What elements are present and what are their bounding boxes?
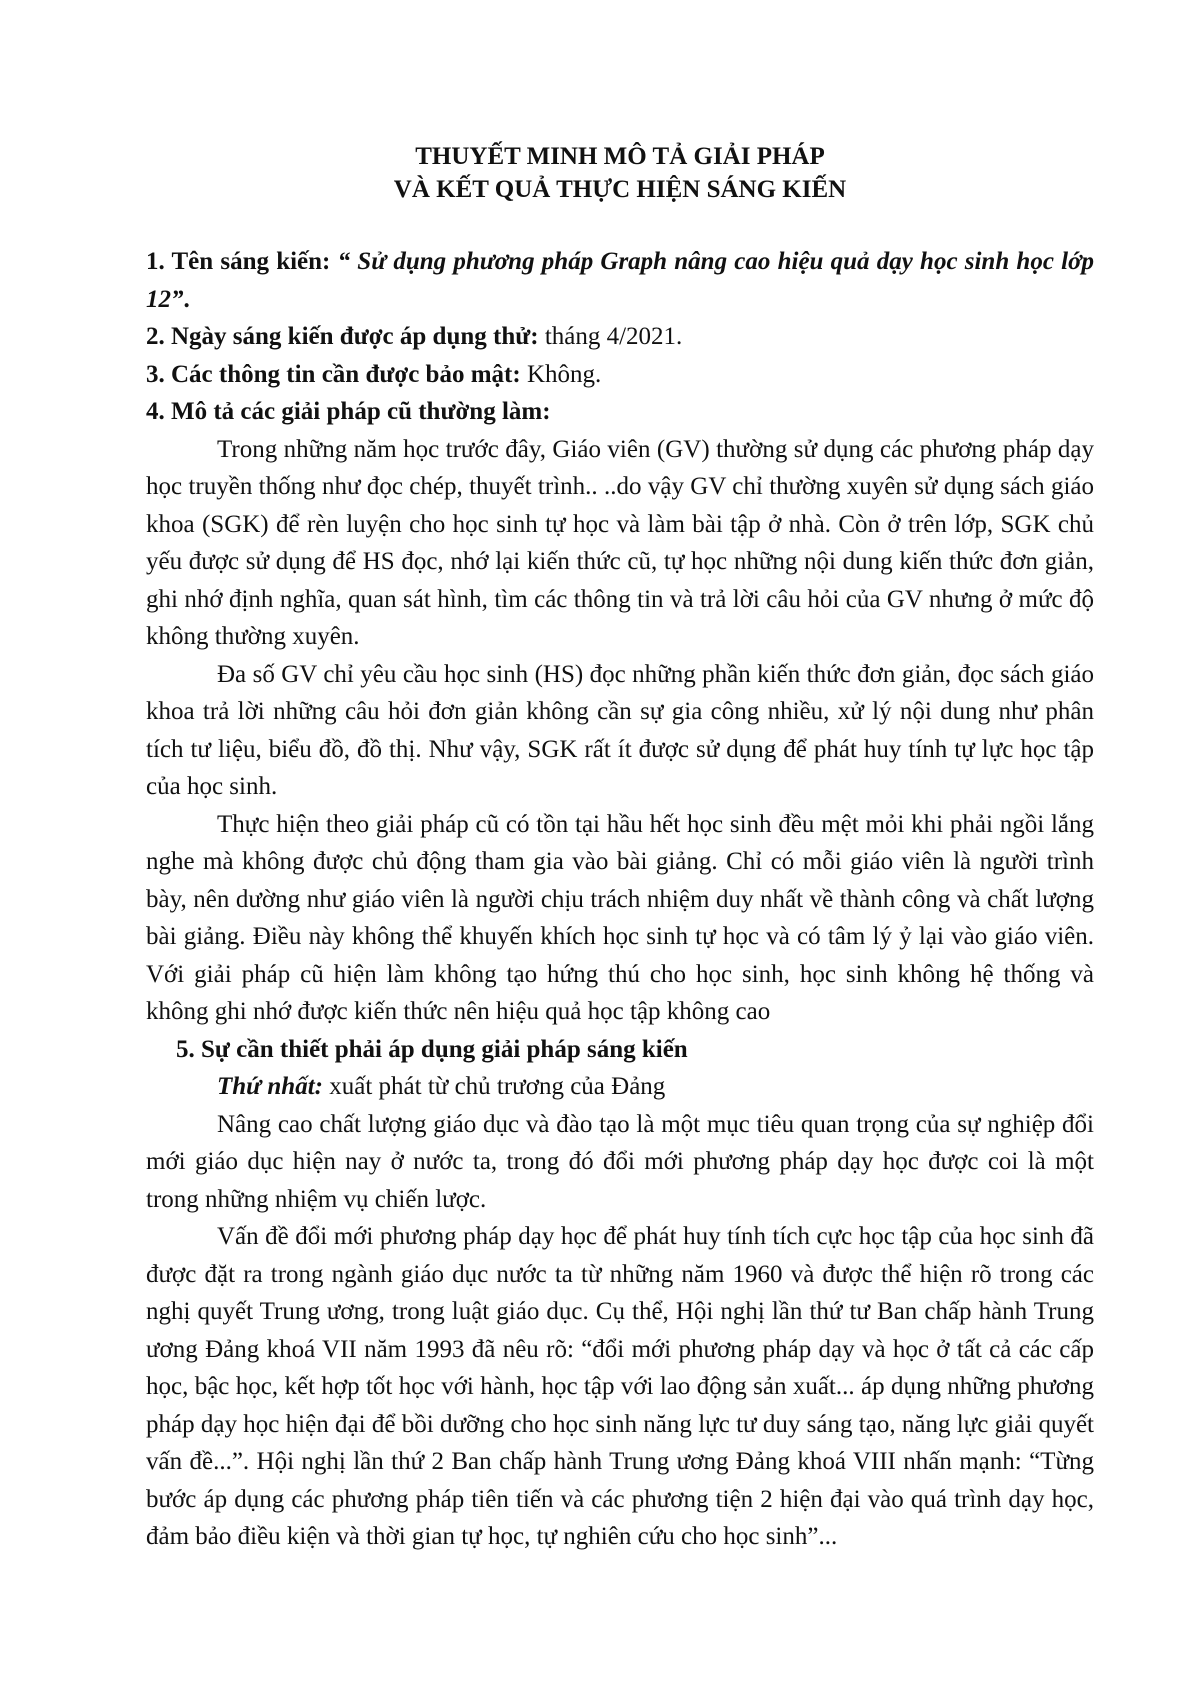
- section-5-first-reason: [146, 1068, 1094, 1106]
- section-2-value: tháng 4/2021.: [538, 323, 683, 350]
- section-3-label: 3. Các thông tin cần được bảo mật:: [146, 360, 521, 388]
- section-5-first-label: Thứ nhất:: [217, 1073, 323, 1100]
- document-title-line-2: VÀ KẾT QUẢ THỰC HIỆN SÁNG KIẾN: [393, 176, 847, 203]
- section-5-paragraph-1: Nâng cao chất lượng giáo dục và đào tạo là một mục tiêu quan trọng của sự nghiệp đổi mới giáo dục hiện nay ở nước ta, trong đó đổi mới phương pháp dạy học được coi là một trong những nhiệm vụ chiến lược.: [146, 1110, 1094, 1213]
- section-2-label: 2. Ngày sáng kiến được áp dụng thử:: [146, 323, 539, 350]
- section-4-paragraph-1: Trong những năm học trước đây, Giáo viên (GV) thường sử dụng các phương pháp dạy học truyền thống như đọc chép, thuyết trình.. ..do vậy GV chỉ thường xuyên sử dụng sách giáo khoa (SGK) để rèn luyện cho học sinh tự học và làm bài tập ở nhà. Còn ở trên lớp, SGK chủ yếu được sử dụng để HS đọc, nhớ lại kiến thức cũ, tự học những nội dung kiến thức đơn giản, ghi nhớ định nghĩa, quan sát hình, tìm các thông tin và trả lời câu hỏi của GV nhưng ở mức độ không thường xuyên.: [146, 435, 1094, 650]
- section-5-first-value: xuất phát từ chủ trương của Đảng: [322, 1073, 666, 1100]
- section-1-tail: .: [183, 285, 190, 313]
- section-4-heading: 4. Mô tả các giải pháp cũ thường làm:: [146, 398, 551, 425]
- section-1-initiative-name: [146, 243, 1094, 318]
- section-3-confidential-info: [146, 356, 1094, 394]
- section-4-paragraph-2: Đa số GV chỉ yêu cầu học sinh (HS) đọc những phần kiến thức đơn giản, đọc sách giáo khoa trả lời những câu hỏi đơn giản không cần sự gia công nhiều, xử lý nội dung như phân tích tư liệu, biểu đồ, đồ thị. Như vậy, SGK rất ít được sử dụng để phát huy tính tự lực học tập của học sinh.: [146, 660, 1094, 800]
- section-3-value: Không.: [520, 360, 602, 388]
- section-1-value: “ Sử dụng phương pháp Graph nâng cao hiệu quả dạy học sinh học lớp 12”: [146, 248, 1094, 313]
- section-5-paragraph-2: Vấn đề đổi mới phương pháp dạy học để phát huy tính tích cực học tập của học sinh đã được đặt ra trong ngành giáo dục nước ta từ những năm 1960 và được thể hiện rõ trong các nghị quyết Trung ương, trong luật giáo dục. Cụ thể, Hội nghị lần thứ tư Ban chấp hành Trung ương Đảng khoá VII năm 1993 đã nêu rõ: “đổi mới phương pháp dạy và học ở tất cả các cấp học, bậc học, kết hợp tốt học với hành, học tập với lao động sản xuất... áp dụng những phương pháp dạy học hiện đại để bồi dưỡng cho học sinh năng lực tư duy sáng tạo, năng lực giải quyết vấn đề...”. Hội nghị lần thứ 2 Ban chấp hành Trung ương Đảng khoá VIII nhấn mạnh: “Từng bước áp dụng các phương pháp tiên tiến và các phương tiện 2 hiện đại vào quá trình dạy học, đảm bảo điều kiện và thời gian tự học, tự nghiên cứu cho học sinh”...: [146, 1223, 1094, 1550]
- section-4-paragraph-3: Thực hiện theo giải pháp cũ có tồn tại hầu hết học sinh đều mệt mỏi khi phải ngồi lắng nghe mà không được chủ động tham gia vào bài giảng. Chỉ có mỗi giáo viên là người trình bày, nên dường như giáo viên là người chịu trách nhiệm duy nhất về thành công và chất lượng bài giảng. Điều này không thể khuyến khích học sinh tự học và có tâm lý ỷ lại vào giáo viên. Với giải pháp cũ hiện làm không tạo hứng thú cho học sinh, học sinh không hệ thống và không ghi nhớ được kiến thức nên hiệu quả học tập không cao: [146, 810, 1094, 1025]
- section-5-heading: 5. Sự cần thiết phải áp dụng giải pháp sáng kiến: [176, 1035, 688, 1063]
- document-page: [146, 140, 1094, 1556]
- section-2-trial-date: [146, 318, 1094, 356]
- section-1-label: 1. Tên sáng kiến:: [146, 248, 331, 275]
- document-title-line-1: THUYẾT MINH MÔ TẢ GIẢI PHÁP: [415, 143, 825, 170]
